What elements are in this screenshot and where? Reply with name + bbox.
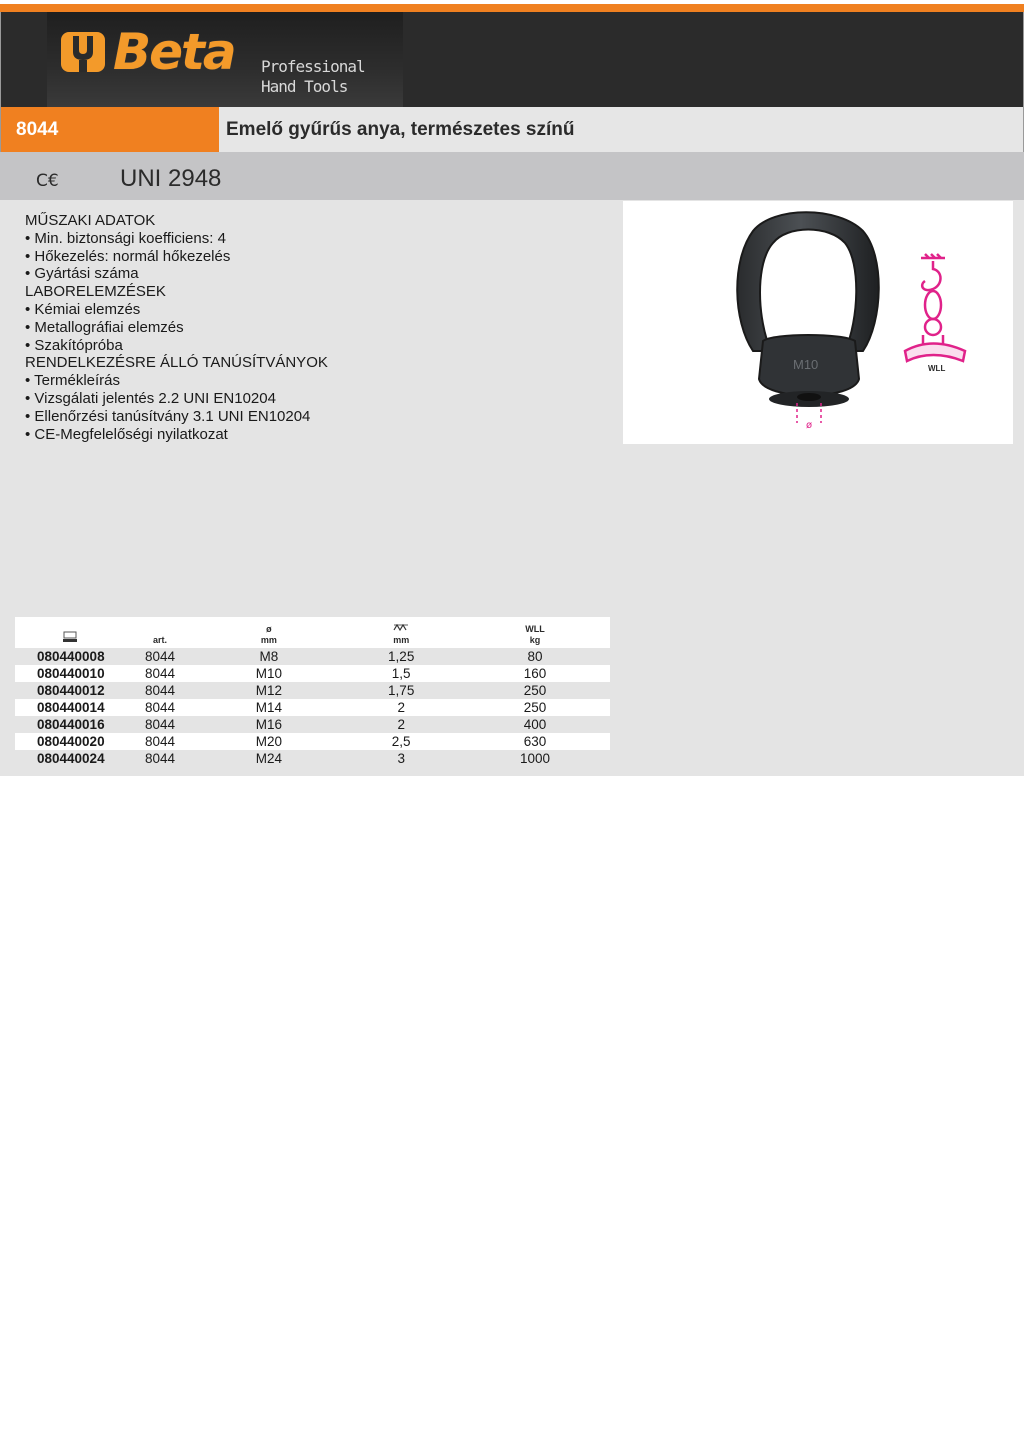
ce-mark-icon: C€ xyxy=(36,171,59,191)
spec-item: • Ellenőrzési tanúsítvány 3.1 UNI EN10204 xyxy=(25,407,311,425)
brand-tagline: Professional Hand Tools xyxy=(261,57,365,96)
spec-item: • Min. biztonsági koefficiens: 4 xyxy=(25,229,226,247)
table-row xyxy=(15,733,610,750)
thread-pitch-icon xyxy=(393,624,409,632)
cell-wll: 250 xyxy=(523,683,547,698)
spec-item: • CE-Megfelelőségi nyilatkozat xyxy=(25,425,228,443)
spec-item: • Vizsgálati jelentés 2.2 UNI EN10204 xyxy=(25,389,276,407)
table-row xyxy=(15,750,610,767)
cell-art: 8044 xyxy=(144,734,175,749)
cell-diameter: M20 xyxy=(255,734,283,749)
cell-pitch: 2 xyxy=(397,700,405,715)
nut-marking: M10 xyxy=(793,357,819,372)
spec-item: • Szakítópróba xyxy=(25,336,123,354)
wll-diagram-icon xyxy=(905,254,965,361)
col-header-code xyxy=(15,617,124,648)
spec-item: • Hőkezelés: normál hőkezelés xyxy=(25,247,231,265)
cell-code: 080440020 xyxy=(37,734,105,749)
spec-list xyxy=(25,212,585,443)
cell-code: 080440016 xyxy=(37,717,105,732)
cell-pitch: 1,75 xyxy=(388,683,415,698)
cell-pitch: 2,5 xyxy=(391,734,411,749)
spec-heading: LABORELEMZÉSEK xyxy=(25,283,166,301)
cell-wll: 400 xyxy=(523,717,547,732)
col-header-wll: WLL kg xyxy=(525,624,545,645)
cell-wll: 630 xyxy=(523,734,547,749)
product-title: Emelő gyűrűs anya, természetes színű xyxy=(226,119,575,140)
spec-item: • Gyártási száma xyxy=(25,265,139,283)
table-row xyxy=(15,665,610,682)
eye-nut-illustration xyxy=(623,201,1013,444)
cell-diameter: M16 xyxy=(255,717,283,732)
spec-item: • Termékleírás xyxy=(25,372,121,390)
cell-pitch: 1,25 xyxy=(388,649,415,664)
spec-item: • Metallográfiai elemzés xyxy=(25,318,184,336)
standard-bar xyxy=(0,152,1024,200)
cell-code: 080440014 xyxy=(37,700,105,715)
cell-pitch: 3 xyxy=(397,751,405,766)
table-header-row xyxy=(15,617,610,648)
product-table xyxy=(15,617,610,767)
cell-art: 8044 xyxy=(144,717,175,732)
spec-item: • Kémiai elemzés xyxy=(25,300,141,318)
cell-pitch: 1,5 xyxy=(391,666,411,681)
cell-pitch: 2 xyxy=(397,717,405,732)
wrench-logo-icon xyxy=(59,28,107,76)
cell-wll: 1000 xyxy=(519,751,551,766)
spec-heading: MŰSZAKI ADATOK xyxy=(25,212,156,229)
top-accent-stripe xyxy=(0,4,1024,12)
cell-art: 8044 xyxy=(144,751,175,766)
product-data-table xyxy=(15,617,610,767)
cell-art: 8044 xyxy=(144,700,175,715)
standard-label: UNI 2948 xyxy=(120,165,222,192)
barcode-icon xyxy=(63,631,77,643)
cell-diameter: M10 xyxy=(255,666,283,681)
cell-diameter: M8 xyxy=(259,649,279,664)
beta-logo xyxy=(47,12,403,107)
table-row xyxy=(15,699,610,716)
cell-diameter: M14 xyxy=(255,700,283,715)
brand-header xyxy=(0,12,1024,107)
cell-code: 080440012 xyxy=(37,683,105,698)
cell-code: 080440024 xyxy=(37,751,105,766)
table-row xyxy=(15,648,610,665)
cell-diameter: M12 xyxy=(255,683,283,698)
brand-name: Beta xyxy=(113,23,235,81)
wll-label: WLL xyxy=(928,364,946,373)
cell-art: 8044 xyxy=(144,683,175,698)
table-row xyxy=(15,682,610,699)
spec-heading: RENDELKEZÉSRE ÁLLÓ TANÚSÍTVÁNYOK xyxy=(25,354,328,372)
product-title-bar xyxy=(0,107,1024,152)
col-header-diameter: ø mm xyxy=(260,624,277,645)
cell-art: 8044 xyxy=(144,666,175,681)
cell-wll: 250 xyxy=(523,700,547,715)
cell-wll: 160 xyxy=(523,666,547,681)
table-row xyxy=(15,716,610,733)
article-code: 8044 xyxy=(1,107,219,152)
col-header-art: art. xyxy=(152,635,167,645)
cell-code: 080440008 xyxy=(37,649,105,664)
eye-ring-shape xyxy=(737,212,879,351)
cell-code: 080440010 xyxy=(37,666,105,681)
cell-art: 8044 xyxy=(144,649,175,664)
cell-wll: 80 xyxy=(527,649,543,664)
diameter-symbol: ø xyxy=(806,420,813,431)
col-header-pitch: mm xyxy=(342,617,460,648)
product-image-panel xyxy=(623,201,1013,444)
cell-diameter: M24 xyxy=(255,751,283,766)
